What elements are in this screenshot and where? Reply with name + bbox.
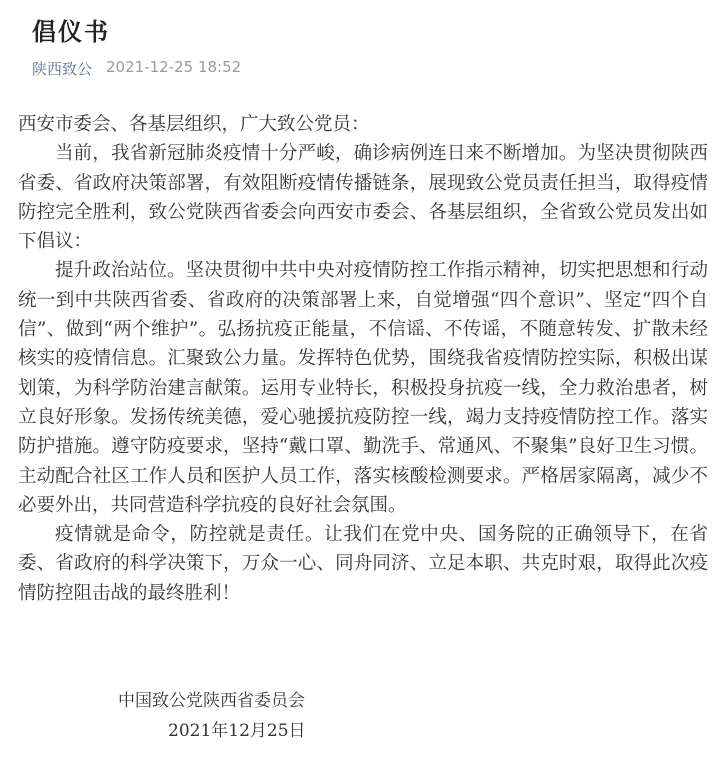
signature-date: 2021年12月25日 — [168, 721, 306, 741]
signature-block — [118, 686, 306, 746]
account-name-link[interactable]: 陕西致公 — [32, 60, 93, 78]
paragraph-closing: 疫情就是命令，防控就是责任。让我们在党中央、国务院的正确领导下，在省委、省政府的科学决策下，万众一心、同舟同济、立足本职、共克时艰，取得此次疫情防控阻击战的最终胜利！ — [18, 524, 708, 604]
article-title: 倡仪书 — [32, 18, 110, 46]
paragraph-proposals: 提升政治站位。坚决贯彻中共中央对疫情防控工作指示精神，切实把思想和行动统一到中共陕西省委、省政府的决策部署上来，自觉增强“四个意识”、坚定“四个自信”、做到“两个维护”。弘扬抗疫正能量，不信谣、不传谣，不随意转发、扩散未经核实的疫情信息。汇聚致公力量。发挥特色优势，围绕我省疫情防控实际，积极出谋划策，为科学防治建言献策。运用专业特长，积极投身抗疫一线，全力救治患者，树立良好形象。发扬传统美德，爱心驰援抗疫防控一线，竭力支持疫情防控工作。落实防护措施。遵守防疫要求，坚持“戴口罩、勤洗手、常通风、不聚集”良好卫生习惯。主动配合社区工作人员和医护人员工作，落实核酸检测要求。严格居家隔离，减少不必要外出，共同营造科学抗疫的良好社会氛围。 — [18, 260, 708, 516]
letter-body — [18, 110, 708, 608]
paragraph-intro: 当前，我省新冠肺炎疫情十分严峻，确诊病例连日来不断增加。为坚决贯彻陕西省委、省政府决策部署，有效阻断疫情传播链条，展现致公党员责任担当，取得疫情防控完全胜利，致公党陕西省委会向西安市委会、各基层组织，全省致公党员发出如下倡议： — [18, 143, 708, 253]
publish-time: 2021-12-25 18:52 — [106, 58, 242, 76]
signature-organization: 中国致公党陕西省委员会 — [118, 691, 305, 711]
salutation: 西安市委会、各基层组织，广大致公党员： — [18, 114, 370, 135]
article-meta — [32, 58, 241, 79]
